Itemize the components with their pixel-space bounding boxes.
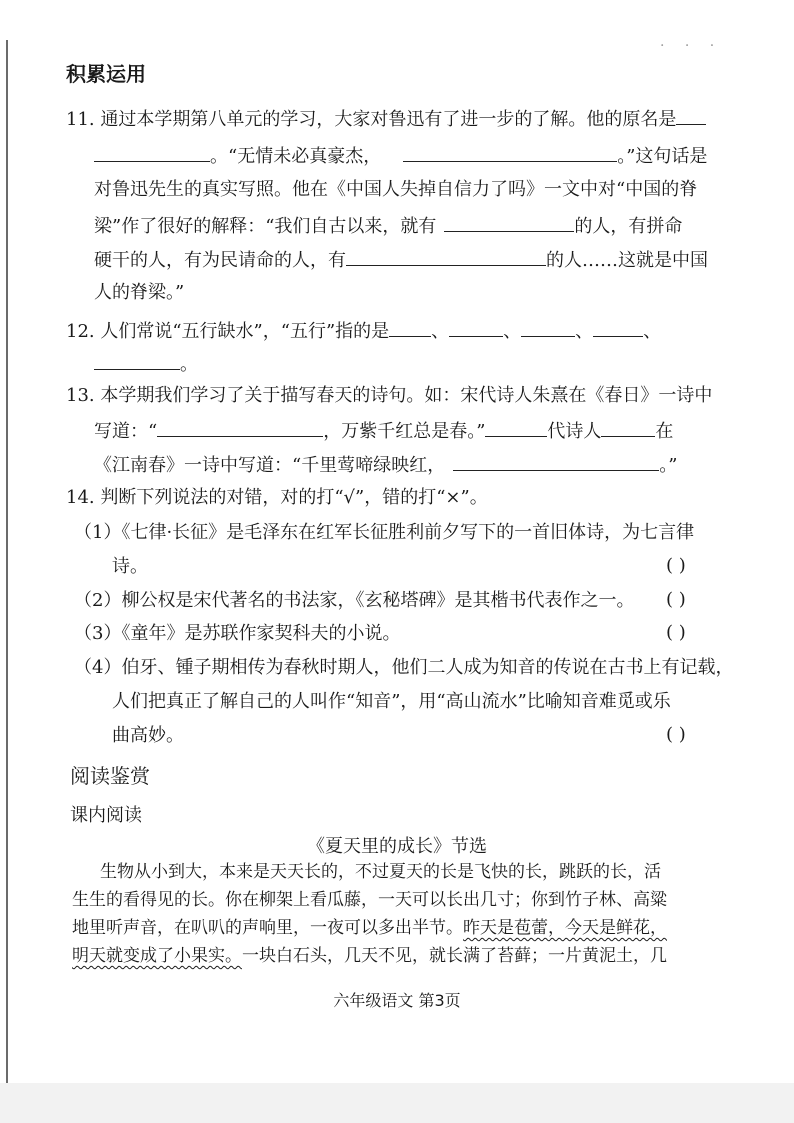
- corner-marks: · · ·: [660, 38, 723, 54]
- article-line-3: [72, 917, 667, 939]
- q13-line-1: 13. 本学期我们学习了关于描写春天的诗句。如：宋代诗人朱熹在《春日》一诗中: [66, 385, 713, 406]
- article-title: 《夏天里的成长》节选: [307, 836, 487, 857]
- q11-line-6: 人的脊梁。”: [94, 282, 185, 303]
- q14-answer-3[interactable]: ( ): [666, 622, 686, 643]
- q12-sep-4: 、: [643, 321, 662, 342]
- q14-item-4-line-2: 人们把真正了解自己的人叫作“知音”，用“高山流水”比喻知音难觅或乐: [112, 691, 671, 712]
- q12-sep-1: 、: [431, 321, 450, 342]
- q12-text-1: 12. 人们常说“五行缺水”，“五行”指的是: [66, 321, 390, 342]
- q12-sep-3: 、: [575, 321, 594, 342]
- q11-blank-original-name-a[interactable]: [676, 106, 706, 125]
- q11-text-4b: 的人，有拼命: [574, 216, 683, 237]
- q13-blank-jiangnan[interactable]: [453, 452, 659, 471]
- q13-blank-poem[interactable]: [157, 418, 323, 437]
- q14-item-4-line-3: 曲高妙。: [112, 725, 184, 746]
- page-footer: 六年级语文 第3页: [333, 991, 461, 1010]
- q11-text-5a: 硬干的人，有为民请命的人，有: [94, 250, 346, 271]
- q11-text-4a: 梁”作了很好的解释：“我们自古以来，就有: [94, 216, 437, 237]
- q12-sep-2: 、: [503, 321, 522, 342]
- q13-text-2a: 写道：“: [94, 421, 158, 442]
- q13-text-2b: ，万紫千红总是春。”: [323, 421, 486, 442]
- q12-end: 。: [180, 354, 198, 375]
- q11-text-2b: 。”这句话是: [617, 146, 708, 167]
- q14-item-1-line-2: 诗。: [112, 556, 148, 577]
- q11-line-1: [66, 106, 706, 132]
- q12-line-1: [66, 318, 661, 344]
- q12-line-2: [94, 351, 198, 377]
- article-wavy-underline-1: 昨天是苞蕾，今天是鲜花，: [463, 918, 667, 938]
- q12-blank-3[interactable]: [521, 318, 575, 337]
- q14-item-4-line-1: （4）伯牙、锺子期相传为春秋时期人，他们二人成为知音的传说在古书上有记载，: [74, 657, 734, 678]
- q12-blank-4[interactable]: [593, 318, 643, 337]
- q11-blank-spine-1[interactable]: [444, 213, 574, 232]
- q11-text-2a: 。“无情未必真豪杰，: [210, 146, 382, 167]
- q14-item-2: （2）柳公权是宋代著名的书法家，《玄秘塔碑》是其楷书代表作之一。: [74, 590, 635, 611]
- article-line-3-text: 地里听声音，在叭叭的声响里，一夜可以多出半节。: [72, 918, 463, 938]
- q14-answer-1[interactable]: ( ): [666, 555, 686, 576]
- article-wavy-underline-2: 明天就变成了小果实。: [72, 946, 242, 966]
- section-title-accumulate: 积累运用: [66, 62, 146, 86]
- q13-blank-poet[interactable]: [601, 418, 655, 437]
- q13-text-3b: 。”: [659, 455, 678, 476]
- q11-text-1: 11. 通过本学期第八单元的学习，大家对鲁迅有了进一步的了解。他的原名是: [66, 109, 677, 130]
- scan-bottom-margin: [0, 1083, 794, 1123]
- q11-line-4: [94, 213, 682, 239]
- q12-blank-1[interactable]: [389, 318, 431, 337]
- article-line-4-text: 一块白石头，几天不见，就长满了苔藓；一片黄泥土，几: [242, 946, 667, 966]
- q11-line-5: [94, 247, 708, 273]
- q11-text-5b: 的人……这就是中国: [546, 250, 708, 271]
- q11-line-3: 对鲁迅先生的真实写照。他在《中国人失掉自信力了吗》一文中对“中国的脊: [94, 179, 698, 200]
- article-line-2: 生生的看得见的长。你在柳架上看瓜藤，一天可以长出几寸；你到竹子林、高粱: [72, 890, 667, 910]
- q12-blank-2[interactable]: [449, 318, 503, 337]
- q14-answer-4[interactable]: ( ): [666, 724, 686, 745]
- q14-answer-2[interactable]: ( ): [666, 589, 686, 610]
- q13-line-2: [94, 418, 673, 444]
- section-title-reading: 阅读鉴赏: [70, 764, 150, 788]
- article-line-4: [72, 945, 667, 967]
- q12-blank-5[interactable]: [94, 351, 180, 370]
- q14-item-1-line-1: （1）《七律·长征》是毛泽东在红军长征胜利前夕写下的一首旧体诗，为七言律: [74, 522, 695, 543]
- q13-text-3a: 《江南春》一诗中写道：“千里莺啼绿映红，: [94, 455, 446, 476]
- q13-blank-dynasty[interactable]: [485, 418, 547, 437]
- q11-blank-poem-line[interactable]: [403, 143, 617, 162]
- q14-title: 14. 判断下列说法的对错，对的打“√”，错的打“×”。: [66, 487, 488, 508]
- subsection-title-in-class: 课内阅读: [70, 805, 142, 826]
- q13-line-3: [94, 452, 677, 478]
- article-line-1: 生物从小到大，本来是天天长的，不过夏天的长是飞快的长，跳跃的长，活: [100, 862, 661, 882]
- q13-text-2c: 代诗人: [547, 421, 602, 442]
- q14-item-3: （3）《童年》是苏联作家契科夫的小说。: [74, 623, 401, 644]
- q11-blank-spine-2[interactable]: [346, 247, 546, 266]
- q11-line-2: [94, 143, 707, 169]
- q11-blank-original-name-b[interactable]: [94, 143, 210, 162]
- q13-text-2d: 在: [655, 421, 674, 442]
- page-edge-line: [6, 40, 8, 1090]
